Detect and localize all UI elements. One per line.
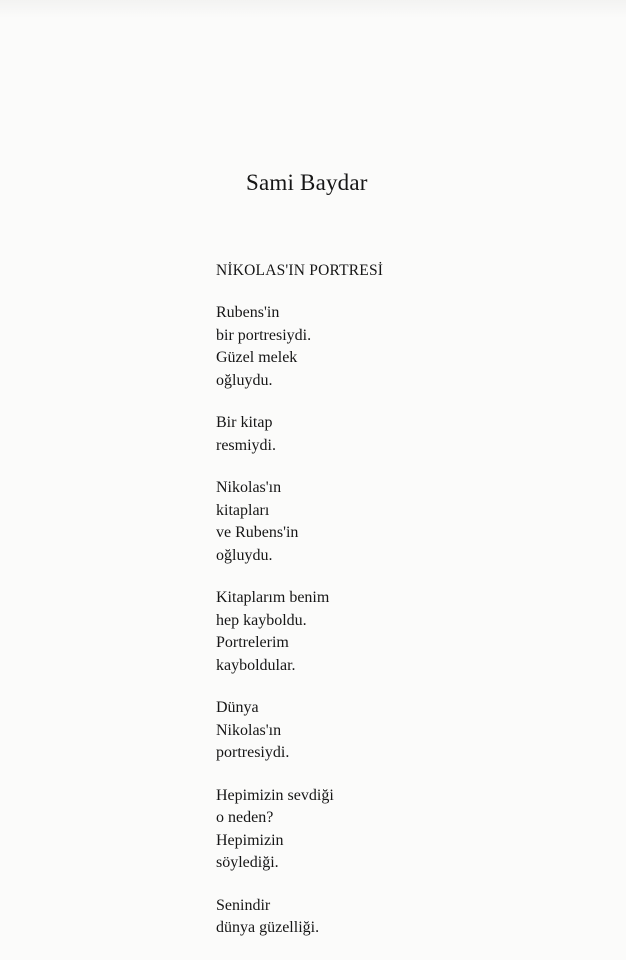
- poem-line: söylediği.: [216, 854, 279, 871]
- poem-line: Güzel melek: [216, 349, 298, 366]
- stanza: [216, 477, 596, 567]
- poem-line: Portrelerim: [216, 634, 289, 651]
- poem-line: Bir kitap: [216, 414, 273, 431]
- stanza: [216, 895, 596, 940]
- poem-line: Nikolas'ın: [216, 721, 282, 739]
- poem-line: portresiydi.: [216, 744, 290, 761]
- poem-line: oğluydu.: [216, 546, 273, 564]
- poem-line: o neden?: [216, 809, 274, 826]
- poem-line: bir portresiydi.: [216, 326, 312, 344]
- stanza: [216, 412, 596, 457]
- poem-line: Senindir: [216, 896, 271, 914]
- poem-line: Rubens'in: [216, 304, 280, 321]
- poem-line: kitapları: [216, 501, 270, 519]
- poem-line: dünya güzelliği.: [216, 919, 320, 936]
- poem-title: NİKOLAS'IN PORTRESİ: [216, 262, 384, 279]
- stanza: [216, 697, 596, 765]
- poem-line: hep kayboldu.: [216, 611, 307, 629]
- poem-line: resmiydi.: [216, 436, 276, 454]
- poem-body: [216, 302, 596, 960]
- poem-line: Dünya: [216, 699, 259, 716]
- poem-line: Hepimizin: [216, 831, 284, 849]
- poem-line: Hepimizin sevdiği: [216, 786, 334, 804]
- stanza: [216, 587, 596, 677]
- author-name: Sami Baydar: [246, 170, 368, 195]
- stanza: [216, 785, 596, 875]
- poem-line: Nikolas'ın: [216, 479, 282, 496]
- poem-line: kayboldular.: [216, 656, 296, 674]
- poem-line: Kitaplarım benim: [216, 589, 330, 606]
- poem-line: oğluydu.: [216, 371, 273, 389]
- stanza: [216, 302, 596, 392]
- poem-line: ve Rubens'in: [216, 524, 299, 541]
